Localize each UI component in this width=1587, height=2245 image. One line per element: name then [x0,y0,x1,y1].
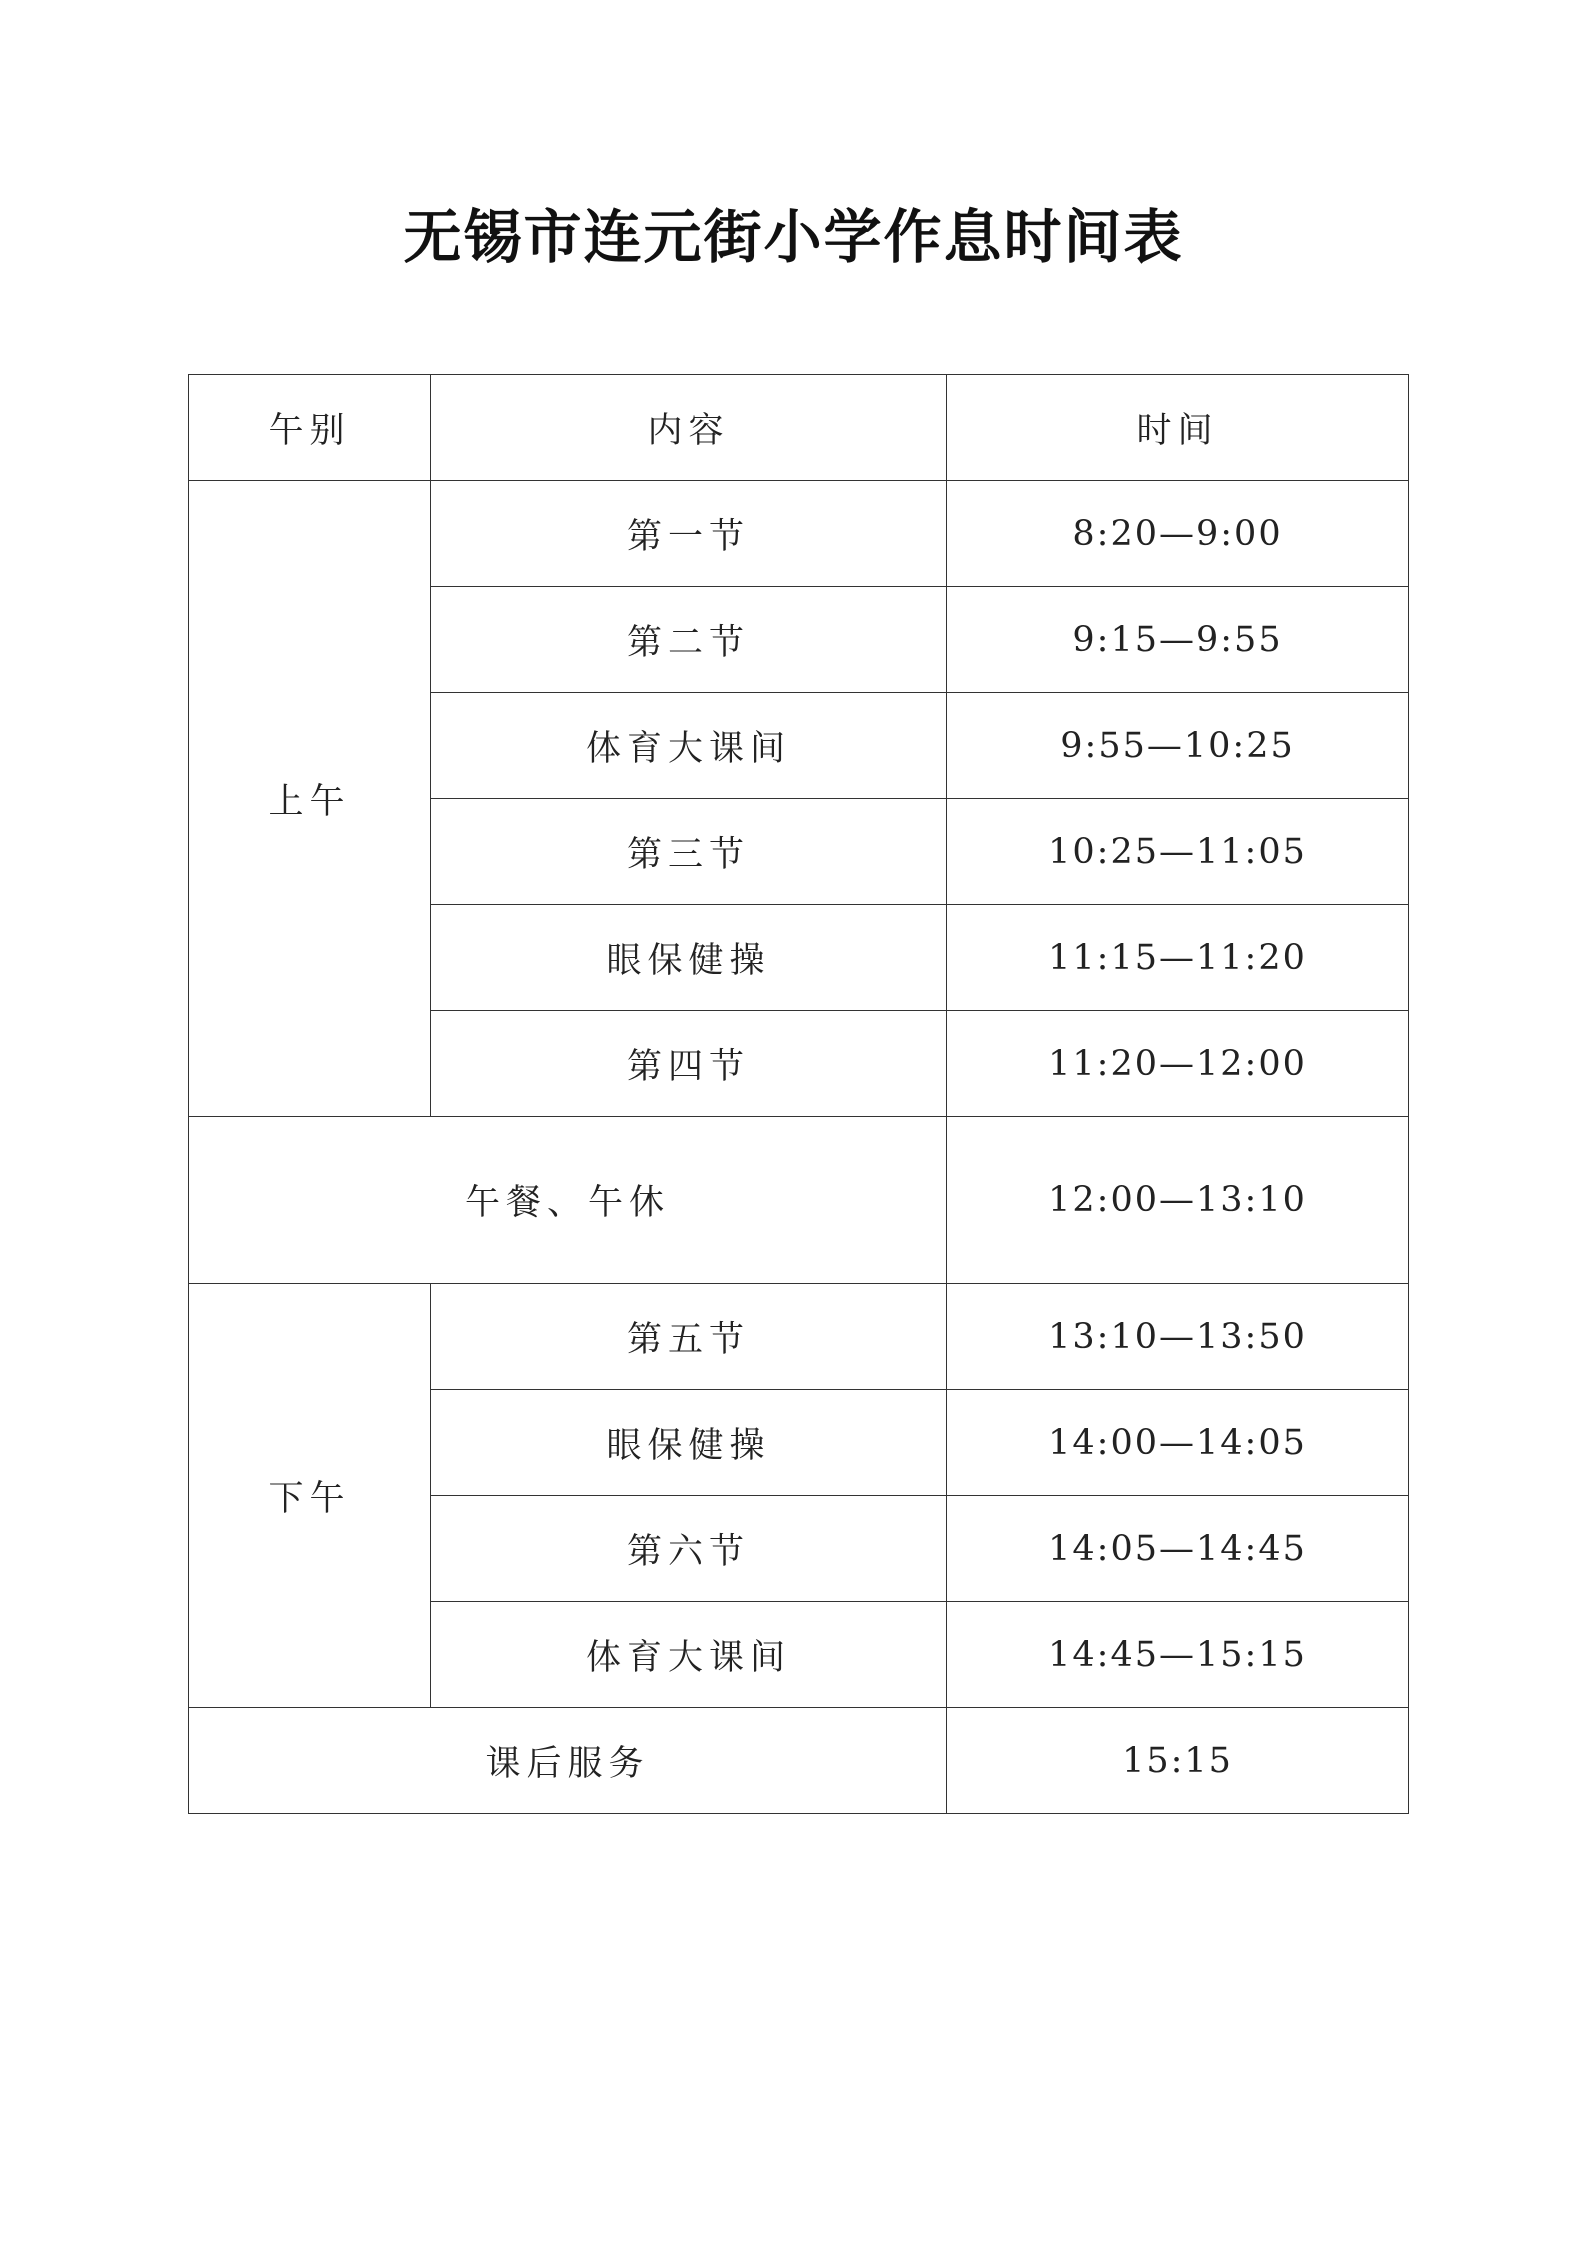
noon-row [189,1117,1409,1284]
row-content: 体育大课间 [431,693,947,799]
row-content: 第一节 [431,481,947,587]
header-time: 时间 [947,375,1409,481]
row-content: 眼保健操 [431,1390,947,1496]
row-time: 14:05—14:45 [947,1496,1409,1602]
row-time: 11:20—12:00 [947,1011,1409,1117]
table-row [189,481,1409,587]
schedule-table [188,374,1409,1814]
row-time: 14:45—15:15 [947,1602,1409,1708]
table-row [189,1284,1409,1390]
row-time: 8:20—9:00 [947,481,1409,587]
noon-time: 12:00—13:10 [947,1117,1409,1284]
page-title: 无锡市连元街小学作息时间表 [403,203,1184,271]
row-time: 10:25—11:05 [947,799,1409,905]
row-content: 第二节 [431,587,947,693]
header-period: 午别 [189,375,431,481]
after-school-time: 15:15 [947,1708,1409,1814]
row-time: 9:15—9:55 [947,587,1409,693]
header-content: 内容 [431,375,947,481]
noon-content: 午餐、午休 [189,1117,947,1284]
row-time: 13:10—13:50 [947,1284,1409,1390]
row-content: 第五节 [431,1284,947,1390]
afternoon-label: 下午 [189,1284,431,1708]
row-time: 14:00—14:05 [947,1390,1409,1496]
table-header-row [189,375,1409,481]
row-content: 第四节 [431,1011,947,1117]
after-school-content: 课后服务 [189,1708,947,1814]
row-content: 眼保健操 [431,905,947,1011]
row-content: 第三节 [431,799,947,905]
after-school-row [189,1708,1409,1814]
row-time: 11:15—11:20 [947,905,1409,1011]
row-content: 第六节 [431,1496,947,1602]
morning-label: 上午 [189,481,431,1117]
row-content: 体育大课间 [431,1602,947,1708]
row-time: 9:55—10:25 [947,693,1409,799]
